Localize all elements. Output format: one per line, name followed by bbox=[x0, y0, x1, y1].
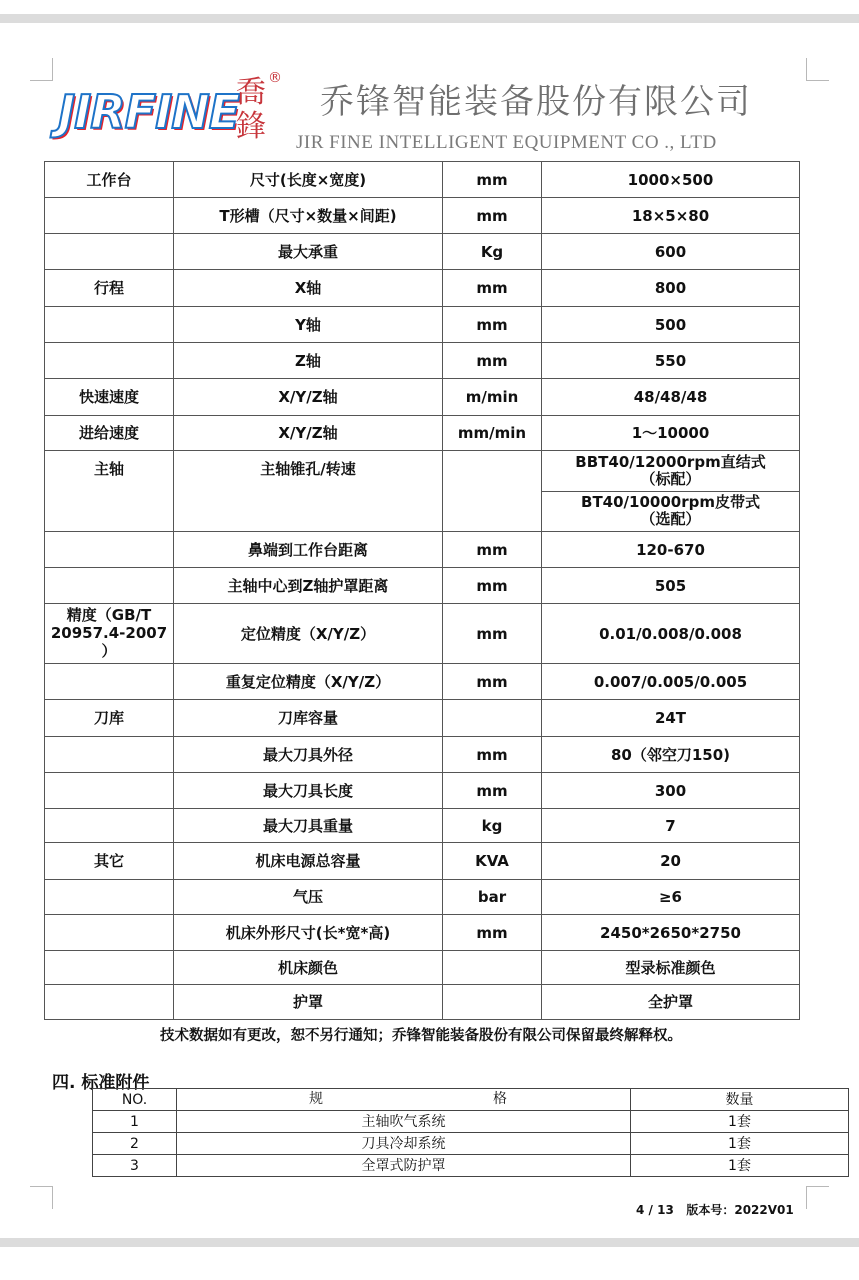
value-cell: 18×5×80 bbox=[542, 198, 800, 234]
category-cell bbox=[45, 915, 174, 951]
item-cell: 定位精度（X/Y/Z） bbox=[174, 604, 443, 664]
table-row bbox=[93, 1155, 849, 1177]
unit-cell: mm bbox=[443, 343, 542, 379]
item-cell: 鼻端到工作台距离 bbox=[174, 532, 443, 568]
header-no: NO. bbox=[93, 1089, 177, 1111]
header-spec-char-2: 格 bbox=[493, 1091, 507, 1107]
table-row bbox=[45, 915, 800, 951]
table-row bbox=[45, 198, 800, 234]
value-cell: 505 bbox=[542, 568, 800, 604]
unit-cell: KVA bbox=[443, 843, 542, 880]
table-row bbox=[45, 162, 800, 198]
accessories-table bbox=[92, 1088, 849, 1177]
value-cell: 800 bbox=[542, 270, 800, 307]
item-cell: T形槽（尺寸×数量×间距) bbox=[174, 198, 443, 234]
value-cell bbox=[542, 451, 800, 532]
value-cell: ≥6 bbox=[542, 880, 800, 915]
unit-cell: mm bbox=[443, 604, 542, 664]
unit-cell: mm bbox=[443, 532, 542, 568]
value-cell: 型录标准颜色 bbox=[542, 951, 800, 985]
version-number: 版本号：2022V01 bbox=[686, 1203, 794, 1217]
value-cell: 500 bbox=[542, 307, 800, 343]
category-cell bbox=[45, 532, 174, 568]
value-cell: 2450*2650*2750 bbox=[542, 915, 800, 951]
category-cell: 进给速度 bbox=[45, 416, 174, 451]
item-cell: 主轴中心到Z轴护罩距离 bbox=[174, 568, 443, 604]
header-spec-char-1: 规 bbox=[309, 1091, 323, 1107]
top-gray-band bbox=[0, 14, 859, 23]
spec-table bbox=[44, 161, 800, 1020]
category-cell: 行程 bbox=[45, 270, 174, 307]
unit-cell: mm bbox=[443, 162, 542, 198]
unit-cell: m/min bbox=[443, 379, 542, 416]
row-spec: 刀具冷却系统 bbox=[177, 1133, 631, 1155]
spindle-option-standard: BBT40/12000rpm直结式 （标配） bbox=[575, 452, 766, 488]
table-row bbox=[45, 809, 800, 843]
table-row bbox=[93, 1133, 849, 1155]
row-qty: 1套 bbox=[631, 1111, 849, 1133]
item-cell: 最大承重 bbox=[174, 234, 443, 270]
table-row bbox=[45, 270, 800, 307]
category-cell bbox=[45, 568, 174, 604]
row-qty: 1套 bbox=[631, 1155, 849, 1177]
item-cell: 主轴锥孔/转速 bbox=[174, 451, 443, 532]
item-cell: 最大刀具外径 bbox=[174, 737, 443, 773]
category-cell: 主轴 bbox=[45, 451, 174, 532]
unit-cell: Kg bbox=[443, 234, 542, 270]
item-cell: 护罩 bbox=[174, 985, 443, 1020]
page-number: 4 / 13 bbox=[636, 1203, 674, 1217]
table-row bbox=[45, 379, 800, 416]
item-cell: X/Y/Z轴 bbox=[174, 416, 443, 451]
unit-cell: mm bbox=[443, 568, 542, 604]
row-spec: 全罩式防护罩 bbox=[177, 1155, 631, 1177]
category-cell: 工作台 bbox=[45, 162, 174, 198]
table-row bbox=[45, 343, 800, 379]
category-cell bbox=[45, 343, 174, 379]
row-no: 2 bbox=[93, 1133, 177, 1155]
item-cell: Y轴 bbox=[174, 307, 443, 343]
table-row bbox=[45, 568, 800, 604]
category-cell bbox=[45, 880, 174, 915]
section-title-accessories: 四. 标准附件 bbox=[52, 1073, 150, 1093]
unit-cell: mm bbox=[443, 270, 542, 307]
unit-cell: kg bbox=[443, 809, 542, 843]
item-cell: X/Y/Z轴 bbox=[174, 379, 443, 416]
unit-cell: bar bbox=[443, 880, 542, 915]
table-row bbox=[93, 1111, 849, 1133]
unit-cell: mm bbox=[443, 773, 542, 809]
unit-cell bbox=[443, 951, 542, 985]
unit-cell: mm bbox=[443, 737, 542, 773]
value-cell: 48/48/48 bbox=[542, 379, 800, 416]
logo-wordmark: JIRFINE bbox=[58, 85, 240, 139]
item-cell: 机床电源总容量 bbox=[174, 843, 443, 880]
disclaimer-note: 技术数据如有更改，恕不另行通知；乔锋智能装备股份有限公司保留最终解释权。 bbox=[160, 1028, 682, 1044]
table-row bbox=[45, 307, 800, 343]
value-cell: 600 bbox=[542, 234, 800, 270]
table-row bbox=[45, 951, 800, 985]
value-cell: 1000×500 bbox=[542, 162, 800, 198]
table-row bbox=[45, 737, 800, 773]
page-footer bbox=[636, 1201, 794, 1218]
value-cell: 0.007/0.005/0.005 bbox=[542, 664, 800, 700]
unit-cell: mm bbox=[443, 198, 542, 234]
item-cell: 最大刀具重量 bbox=[174, 809, 443, 843]
table-row bbox=[45, 234, 800, 270]
company-logo bbox=[58, 84, 239, 140]
unit-cell: mm bbox=[443, 915, 542, 951]
category-cell bbox=[45, 307, 174, 343]
value-cell: 80（邻空刀150) bbox=[542, 737, 800, 773]
table-row bbox=[45, 843, 800, 880]
table-row bbox=[45, 700, 800, 737]
item-cell: 重复定位精度（X/Y/Z） bbox=[174, 664, 443, 700]
row-no: 3 bbox=[93, 1155, 177, 1177]
row-qty: 1套 bbox=[631, 1133, 849, 1155]
item-cell: X轴 bbox=[174, 270, 443, 307]
value-cell: 120-670 bbox=[542, 532, 800, 568]
value-cell: 300 bbox=[542, 773, 800, 809]
value-cell: 全护罩 bbox=[542, 985, 800, 1020]
value-cell: 24T bbox=[542, 700, 800, 737]
unit-cell: mm bbox=[443, 664, 542, 700]
value-cell: 0.01/0.008/0.008 bbox=[542, 604, 800, 664]
item-cell: 机床外形尺寸(长*宽*高) bbox=[174, 915, 443, 951]
item-cell: 刀库容量 bbox=[174, 700, 443, 737]
table-row bbox=[45, 773, 800, 809]
logo-chinese-mark: 喬 鋒 bbox=[236, 75, 266, 144]
row-no: 1 bbox=[93, 1111, 177, 1133]
table-row bbox=[45, 451, 800, 532]
table-row bbox=[45, 416, 800, 451]
table-row bbox=[45, 985, 800, 1020]
bottom-gray-band bbox=[0, 1238, 859, 1247]
value-cell: 1～10000 bbox=[542, 416, 800, 451]
page-header bbox=[50, 64, 810, 156]
category-cell bbox=[45, 198, 174, 234]
category-cell: 精度（GB/T 20957.4-2007 ） bbox=[45, 604, 174, 664]
value-cell: 7 bbox=[542, 809, 800, 843]
unit-cell bbox=[443, 985, 542, 1020]
crop-mark-bottom-right bbox=[806, 1186, 829, 1209]
item-cell: 气压 bbox=[174, 880, 443, 915]
category-cell: 其它 bbox=[45, 843, 174, 880]
company-name-english: JIR FINE INTELLIGENT EQUIPMENT CO ., LTD bbox=[296, 132, 717, 153]
category-cell bbox=[45, 985, 174, 1020]
item-cell: 最大刀具长度 bbox=[174, 773, 443, 809]
value-cell: 20 bbox=[542, 843, 800, 880]
category-cell bbox=[45, 773, 174, 809]
table-row bbox=[45, 604, 800, 664]
header-qty: 数量 bbox=[631, 1089, 849, 1111]
item-cell: 机床颜色 bbox=[174, 951, 443, 985]
category-cell bbox=[45, 664, 174, 700]
unit-cell bbox=[443, 451, 542, 532]
item-cell: 尺寸(长度×宽度) bbox=[174, 162, 443, 198]
unit-cell: mm/min bbox=[443, 416, 542, 451]
table-header-row bbox=[93, 1089, 849, 1111]
unit-cell bbox=[443, 700, 542, 737]
row-spec: 主轴吹气系统 bbox=[177, 1111, 631, 1133]
category-cell bbox=[45, 234, 174, 270]
category-cell bbox=[45, 737, 174, 773]
table-row bbox=[45, 664, 800, 700]
header-spec bbox=[177, 1089, 631, 1111]
category-cell: 刀库 bbox=[45, 700, 174, 737]
unit-cell: mm bbox=[443, 307, 542, 343]
item-cell: Z轴 bbox=[174, 343, 443, 379]
category-cell bbox=[45, 809, 174, 843]
table-row bbox=[45, 880, 800, 915]
category-cell bbox=[45, 951, 174, 985]
table-row bbox=[45, 532, 800, 568]
category-cell: 快速速度 bbox=[45, 379, 174, 416]
crop-mark-bottom-left bbox=[30, 1186, 53, 1209]
value-cell: 550 bbox=[542, 343, 800, 379]
company-name-chinese: 乔锋智能装备股份有限公司 bbox=[320, 82, 752, 122]
registered-mark: ® bbox=[268, 70, 282, 86]
spindle-option-optional: BT40/10000rpm皮带式 （选配） bbox=[542, 491, 799, 532]
